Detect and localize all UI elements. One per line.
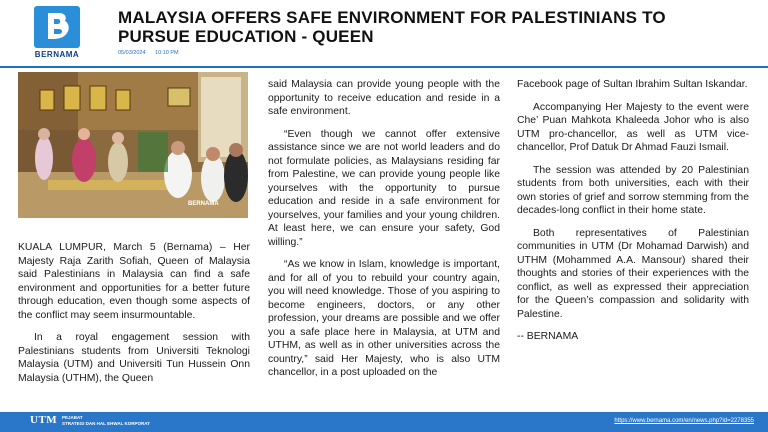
- paragraph: Facebook page of Sultan Ibrahim Sultan Iskandar.: [517, 79, 748, 90]
- article-meta: [118, 50, 187, 56]
- paragraph: Both representatives of Palestinian communities in UTM (Dr Mohamad Darwish) and UTHM (Mohammed A.A. Mansour) shared their thoughts and stories of their experiences with the conflict, as well as expressed their appreciation for the Queen’s compassion and solidarity with Palestine.: [517, 227, 749, 320]
- utm-logo: UTM: [30, 414, 58, 426]
- photo-watermark: BERNAMA: [188, 201, 219, 207]
- office-line-1: PEJABAT: [62, 415, 83, 420]
- bernama-b-icon: [34, 6, 80, 48]
- header-divider: [0, 66, 768, 68]
- paragraph: Accompanying Her Majesty to the event were Che’ Puan Mahkota Khaleeda Johor who is also UTM pro-chancellor, as well as UTM vice-chancellor, Prof Datuk Dr Ahmad Fauzi Ismail.: [517, 101, 749, 153]
- page-header: [0, 0, 768, 70]
- article-column-1: [18, 241, 250, 394]
- article-date: 05/03/2024: [118, 50, 146, 56]
- article-column-3: [517, 78, 749, 353]
- logo-wordmark: BERNAMA: [34, 50, 80, 59]
- article-signoff: -- BERNAMA: [517, 331, 579, 342]
- article-time: 10:10 PM: [155, 50, 179, 56]
- article-title: [118, 8, 758, 46]
- paragraph: said Malaysia can provide young people with the opportunity to receive education and reside in a safe environment.: [268, 79, 500, 117]
- office-line-2: STRATEGI DAN HAL EHWAL KORPORAT: [62, 421, 150, 426]
- office-name: [62, 415, 150, 427]
- page-footer: [0, 412, 768, 432]
- article-column-2: [268, 78, 500, 389]
- title-line-1: MALAYSIA OFFERS SAFE ENVIRONMENT FOR PALESTINIANS TO: [118, 8, 666, 27]
- paragraph: In a royal engagement session with Palestinians students from Universiti Teknologi Malaysia (UTM) and Universiti Tun Hussein Onn Malaysia (UTHM), the Queen: [18, 332, 250, 384]
- paragraph: KUALA LUMPUR, March 5 (Bernama) – Her Majesty Raja Zarith Sofiah, Queen of Malaysia said Palestinians in Malaysia can find a safe environment and opportunities for a better future through education, even though some aspects of the conflict may seem insurmountable.: [18, 242, 250, 321]
- paragraph: “As we know in Islam, knowledge is important, and for all of you to rebuild your country again, you will need knowledge. Those of you aspiring to become engineers, doctors, or any other profession, your dreams are possible and we offer you a safe place here in Malaysia, at UTM and UTHM, as well as in other universities across the country,” said Her Majesty, who is also UTM chancellor, in a post uploaded on the: [268, 259, 500, 378]
- paragraph: “Even though we cannot offer extensive assistance since we are not world leaders and do not formulate policies, as Malaysians residing far from Palestine, we can provide young people like yourselves with the opportunity to pursue education and reside in a safe environment for yourselves, your families and your young children. At least here, we can ensure your safety, God willing.”: [268, 128, 500, 248]
- paragraph: The session was attended by 20 Palestinian students from both universities, each with their own stories of grief and sorrow stemming from the decades-long conflict in their home state.: [517, 164, 749, 216]
- bernama-logo[interactable]: [34, 6, 80, 60]
- title-line-2: PURSUE EDUCATION - QUEEN: [118, 27, 374, 46]
- source-link[interactable]: https://www.bernama.com/en/news.php?id=2278355: [614, 418, 754, 424]
- article-photo: [18, 72, 248, 218]
